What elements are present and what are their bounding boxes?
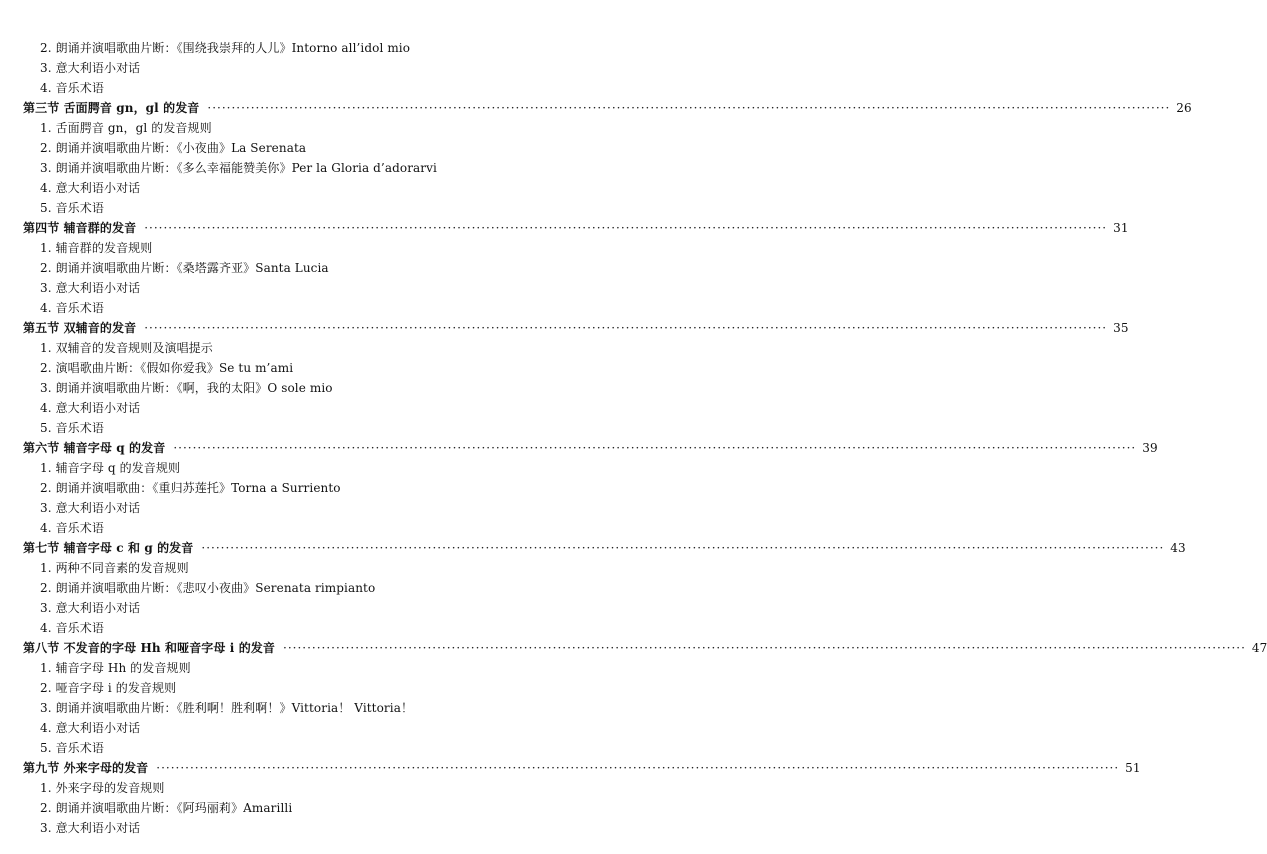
dot-leader: ········································································································································································································ — [207, 101, 1171, 115]
toc-item: 4. 意大利语小对话 — [40, 181, 141, 195]
toc-item: 3. 朗诵并演唱歌曲片断：《啊，我的太阳》O sole mio — [40, 381, 333, 395]
toc-item: 2. 朗诵并演唱歌曲片断：《围绕我崇拜的人儿》Intorno all’idol mio — [40, 41, 411, 55]
section-title: 第八节 不发音的字母 Hh 和哑音字母 i 的发音 — [23, 641, 276, 655]
toc-item: 1. 双辅音的发音规则及演唱提示 — [40, 341, 213, 355]
toc-section-heading — [0, 438, 1158, 458]
page-number: 31 — [1113, 221, 1129, 235]
dot-leader: ········································································································································································································ — [156, 761, 1120, 775]
toc-item: 1. 辅音字母 q 的发音规则 — [40, 461, 181, 475]
dot-leader: ········································································································································································································ — [144, 321, 1108, 335]
toc-item: 3. 意大利语小对话 — [40, 821, 141, 835]
toc-item: 2. 朗诵并演唱歌曲片断：《桑塔露齐亚》Santa Lucia — [40, 261, 329, 275]
table-of-contents — [0, 38, 1267, 838]
toc-item: 3. 意大利语小对话 — [40, 501, 141, 515]
toc-section-heading — [0, 318, 1129, 338]
toc-item: 4. 音乐术语 — [40, 81, 104, 95]
toc-item: 2. 演唱歌曲片断：《假如你爱我》Se tu m’ami — [40, 361, 294, 375]
toc-item: 4. 音乐术语 — [40, 301, 104, 315]
toc-item: 4. 意大利语小对话 — [40, 721, 141, 735]
toc-item: 4. 音乐术语 — [40, 621, 104, 635]
toc-item: 2. 朗诵并演唱歌曲：《重归苏莲托》Torna a Surriento — [40, 481, 341, 495]
section-title: 第六节 辅音字母 q 的发音 — [23, 441, 166, 455]
page-number: 35 — [1113, 321, 1129, 335]
toc-item: 3. 朗诵并演唱歌曲片断：《多么幸福能赞美你》Per la Gloria d’adorarvi — [40, 161, 437, 175]
toc-item: 1. 两种不同音素的发音规则 — [40, 561, 189, 575]
toc-item: 2. 哑音字母 i 的发音规则 — [40, 681, 177, 695]
toc-item: 4. 音乐术语 — [40, 521, 104, 535]
toc-section-heading — [0, 538, 1186, 558]
toc-item: 3. 朗诵并演唱歌曲片断：《胜利啊！胜利啊！》Vittoria！ Vittoria！ — [40, 701, 414, 715]
dot-leader: ········································································································································································································ — [283, 641, 1246, 655]
toc-item: 2. 朗诵并演唱歌曲片断：《小夜曲》La Serenata — [40, 141, 307, 155]
toc-item: 1. 辅音字母 Hh 的发音规则 — [40, 661, 191, 675]
toc-item: 5. 音乐术语 — [40, 741, 104, 755]
toc-item: 5. 音乐术语 — [40, 421, 104, 435]
toc-item: 1. 舌面腭音 gn，gl 的发音规则 — [40, 121, 212, 135]
toc-section-heading — [0, 638, 1267, 658]
page-number: 43 — [1170, 541, 1186, 555]
section-title: 第五节 双辅音的发音 — [23, 321, 137, 335]
toc-item: 3. 意大利语小对话 — [40, 281, 141, 295]
page-number: 39 — [1142, 441, 1158, 455]
section-title: 第九节 外来字母的发音 — [23, 761, 149, 775]
dot-leader: ········································································································································································································ — [144, 221, 1108, 235]
section-title: 第三节 舌面腭音 gn，gl 的发音 — [23, 101, 200, 115]
toc-section-heading — [0, 218, 1129, 238]
toc-item: 3. 意大利语小对话 — [40, 61, 141, 75]
section-title: 第七节 辅音字母 c 和 g 的发音 — [23, 541, 194, 555]
toc-item: 3. 意大利语小对话 — [40, 601, 141, 615]
toc-item: 2. 朗诵并演唱歌曲片断：《阿玛丽莉》Amarilli — [40, 801, 293, 815]
page-number: 51 — [1125, 761, 1141, 775]
toc-item: 4. 意大利语小对话 — [40, 401, 141, 415]
toc-section-heading — [0, 758, 1141, 778]
toc-section-heading — [0, 98, 1192, 118]
page-number: 26 — [1176, 101, 1192, 115]
dot-leader: ········································································································································································································ — [173, 441, 1137, 455]
toc-item: 5. 音乐术语 — [40, 201, 104, 215]
toc-item: 1. 辅音群的发音规则 — [40, 241, 153, 255]
toc-item: 1. 外来字母的发音规则 — [40, 781, 165, 795]
dot-leader: ········································································································································································································ — [201, 541, 1165, 555]
page-number: 47 — [1251, 641, 1267, 655]
section-title: 第四节 辅音群的发音 — [23, 221, 137, 235]
toc-item: 2. 朗诵并演唱歌曲片断：《悲叹小夜曲》Serenata rimpianto — [40, 581, 376, 595]
